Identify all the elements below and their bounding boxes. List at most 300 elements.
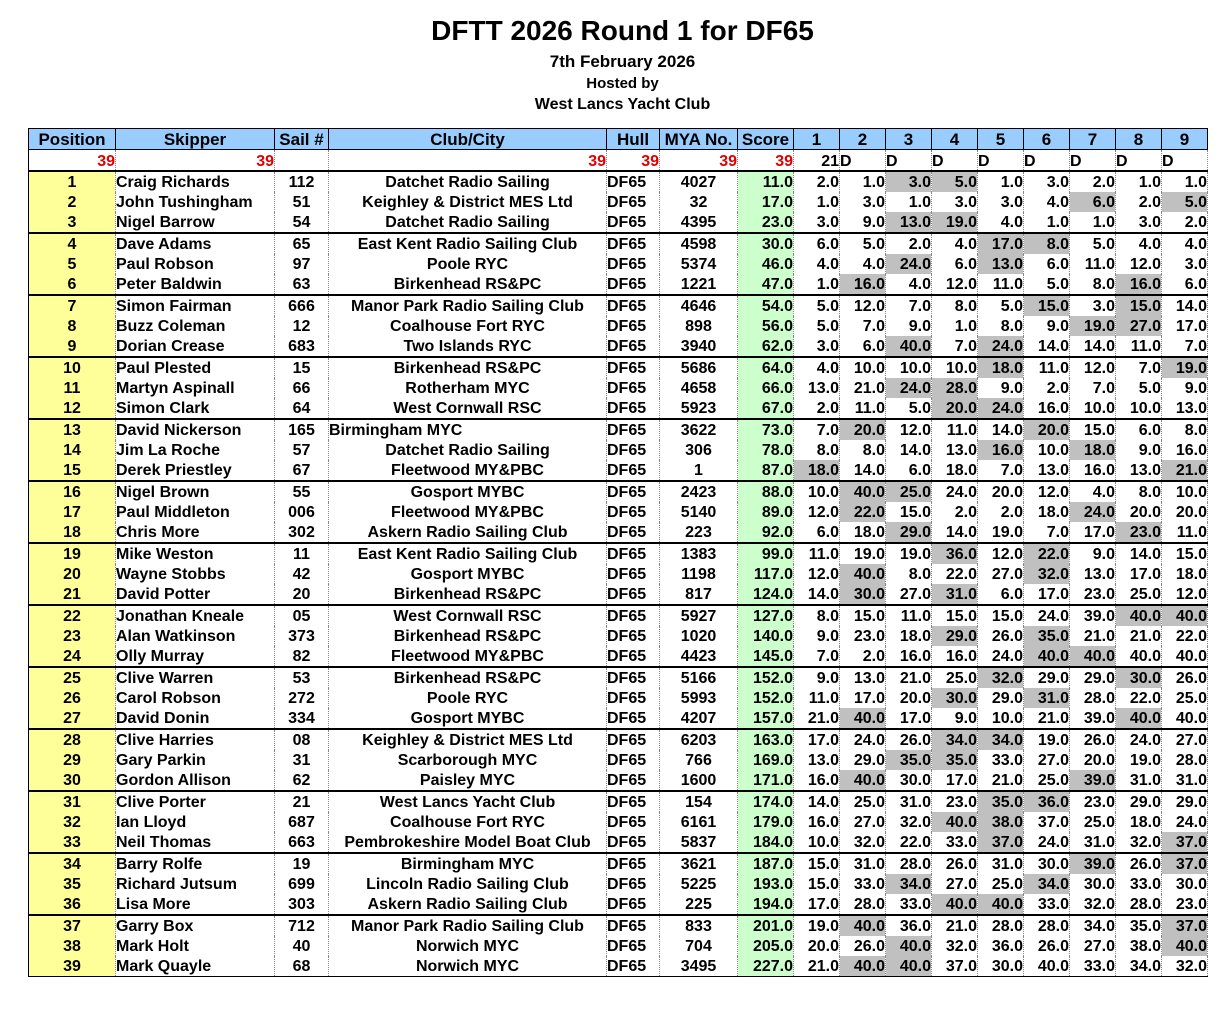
mya-number-cell: 5993 bbox=[660, 688, 738, 708]
skipper-cell: Alan Watkinson bbox=[116, 626, 275, 646]
sail-number-cell: 97 bbox=[275, 254, 329, 274]
race-3-cell: 11.0 bbox=[886, 605, 932, 626]
skipper-cell: Martyn Aspinall bbox=[116, 378, 275, 398]
score-cell: 56.0 bbox=[738, 316, 794, 336]
race-3-cell: 13.0 bbox=[886, 212, 932, 233]
col-mya: MYA No. bbox=[660, 129, 738, 150]
race-5-cell: 5.0 bbox=[978, 295, 1024, 316]
race-7-cell: 25.0 bbox=[1070, 812, 1116, 832]
race-3-cell: 29.0 bbox=[886, 522, 932, 543]
mya-number-cell: 306 bbox=[660, 440, 738, 460]
header-row bbox=[29, 129, 1208, 150]
race-1-cell: 5.0 bbox=[794, 316, 840, 336]
table-row bbox=[29, 646, 1208, 667]
club-cell: Rotherham MYC bbox=[329, 378, 607, 398]
race-3-cell: 10.0 bbox=[886, 357, 932, 378]
skipper-cell: Gary Parkin bbox=[116, 750, 275, 770]
race-8-cell: 3.0 bbox=[1116, 212, 1162, 233]
club-cell: Datchet Radio Sailing bbox=[329, 440, 607, 460]
race-1-cell: 1.0 bbox=[794, 274, 840, 295]
sail-number-cell: 31 bbox=[275, 750, 329, 770]
score-cell: 11.0 bbox=[738, 171, 794, 192]
race-9-cell: 2.0 bbox=[1162, 212, 1208, 233]
score-cell: 194.0 bbox=[738, 894, 794, 915]
club-cell: Birmingham MYC bbox=[329, 853, 607, 874]
race-1-cell: 19.0 bbox=[794, 915, 840, 936]
sail-number-cell: 666 bbox=[275, 295, 329, 316]
table-row bbox=[29, 605, 1208, 626]
mya-number-cell: 1383 bbox=[660, 543, 738, 564]
subheader-row bbox=[29, 150, 1208, 172]
race-4-cell: 26.0 bbox=[932, 853, 978, 874]
race-9-cell: 26.0 bbox=[1162, 667, 1208, 688]
race-6-cell: 16.0 bbox=[1024, 398, 1070, 419]
race-6-cell: 10.0 bbox=[1024, 440, 1070, 460]
race-6-cell: 18.0 bbox=[1024, 502, 1070, 522]
race-2-cell: 4.0 bbox=[840, 254, 886, 274]
race-6-cell: 36.0 bbox=[1024, 791, 1070, 812]
race-3-cell: 40.0 bbox=[886, 336, 932, 357]
table-row bbox=[29, 171, 1208, 192]
race-5-cell: 19.0 bbox=[978, 522, 1024, 543]
sail-number-cell: 42 bbox=[275, 564, 329, 584]
race-4-cell: 33.0 bbox=[932, 832, 978, 853]
race-5-cell: 4.0 bbox=[978, 212, 1024, 233]
score-cell: 127.0 bbox=[738, 605, 794, 626]
race-3-cell: 33.0 bbox=[886, 894, 932, 915]
race-5-cell: 24.0 bbox=[978, 646, 1024, 667]
position-cell: 16 bbox=[29, 481, 116, 502]
score-cell: 152.0 bbox=[738, 688, 794, 708]
sail-number-cell: 53 bbox=[275, 667, 329, 688]
mya-number-cell: 5927 bbox=[660, 605, 738, 626]
race-8-cell: 32.0 bbox=[1116, 832, 1162, 853]
race-7-cell: 18.0 bbox=[1070, 440, 1116, 460]
skipper-cell: Paul Middleton bbox=[116, 502, 275, 522]
hull-cell: DF65 bbox=[607, 398, 660, 419]
mya-number-cell: 5225 bbox=[660, 874, 738, 894]
mya-number-cell: 3495 bbox=[660, 956, 738, 977]
table-row bbox=[29, 791, 1208, 812]
race-2-cell: 5.0 bbox=[840, 233, 886, 254]
sail-number-cell: 82 bbox=[275, 646, 329, 667]
race-9-cell: 21.0 bbox=[1162, 460, 1208, 481]
table-row bbox=[29, 543, 1208, 564]
hull-cell: DF65 bbox=[607, 233, 660, 254]
club-cell: Two Islands RYC bbox=[329, 336, 607, 357]
race-2-cell: 7.0 bbox=[840, 316, 886, 336]
col-score: Score bbox=[738, 129, 794, 150]
race-8-cell: 10.0 bbox=[1116, 398, 1162, 419]
race-8-cell: 21.0 bbox=[1116, 626, 1162, 646]
hull-cell: DF65 bbox=[607, 729, 660, 750]
club-cell: Birkenhead RS&PC bbox=[329, 357, 607, 378]
race-2-cell: 22.0 bbox=[840, 502, 886, 522]
sail-number-cell: 15 bbox=[275, 357, 329, 378]
mya-number-cell: 5837 bbox=[660, 832, 738, 853]
mya-number-cell: 4027 bbox=[660, 171, 738, 192]
race-5-cell: 40.0 bbox=[978, 894, 1024, 915]
race-1-cell: 5.0 bbox=[794, 295, 840, 316]
race-3-cell: 31.0 bbox=[886, 791, 932, 812]
race-8-cell: 4.0 bbox=[1116, 233, 1162, 254]
race-7-cell: 39.0 bbox=[1070, 770, 1116, 791]
race-9-cell: 40.0 bbox=[1162, 708, 1208, 729]
club-cell: Poole RYC bbox=[329, 254, 607, 274]
club-cell: West Cornwall RSC bbox=[329, 398, 607, 419]
race-6-cell: 17.0 bbox=[1024, 584, 1070, 605]
mya-number-cell: 4598 bbox=[660, 233, 738, 254]
table-row bbox=[29, 956, 1208, 977]
mya-number-cell: 1 bbox=[660, 460, 738, 481]
race-2-cell: 33.0 bbox=[840, 874, 886, 894]
race-5-cell: 31.0 bbox=[978, 853, 1024, 874]
race-2-cell: 32.0 bbox=[840, 832, 886, 853]
race-3-cell: 12.0 bbox=[886, 419, 932, 440]
position-cell: 32 bbox=[29, 812, 116, 832]
race-4-cell: 37.0 bbox=[932, 956, 978, 977]
race-1-cell: 2.0 bbox=[794, 171, 840, 192]
table-row bbox=[29, 192, 1208, 212]
position-cell: 19 bbox=[29, 543, 116, 564]
club-cell: Birmingham MYC bbox=[329, 419, 607, 440]
col-race-5: 5 bbox=[978, 129, 1024, 150]
score-cell: 227.0 bbox=[738, 956, 794, 977]
race-2-cell: 10.0 bbox=[840, 357, 886, 378]
race-6-cell: 25.0 bbox=[1024, 770, 1070, 791]
score-cell: 88.0 bbox=[738, 481, 794, 502]
sail-number-cell: 272 bbox=[275, 688, 329, 708]
position-cell: 34 bbox=[29, 853, 116, 874]
race-3-cell: 34.0 bbox=[886, 874, 932, 894]
score-cell: 179.0 bbox=[738, 812, 794, 832]
club-cell: Gosport MYBC bbox=[329, 708, 607, 729]
sail-number-cell: 54 bbox=[275, 212, 329, 233]
position-cell: 1 bbox=[29, 171, 116, 192]
race-2-cell: 12.0 bbox=[840, 295, 886, 316]
race-5-cell: 2.0 bbox=[978, 502, 1024, 522]
race-1-cell: 11.0 bbox=[794, 688, 840, 708]
skipper-cell: Paul Robson bbox=[116, 254, 275, 274]
race-2-cell: 8.0 bbox=[840, 440, 886, 460]
mya-number-cell: 6203 bbox=[660, 729, 738, 750]
race-4-cell: 32.0 bbox=[932, 936, 978, 956]
race-7-cell: 2.0 bbox=[1070, 171, 1116, 192]
race-6-cell: 30.0 bbox=[1024, 853, 1070, 874]
sail-number-cell: 51 bbox=[275, 192, 329, 212]
race-9-cell: 37.0 bbox=[1162, 853, 1208, 874]
table-row bbox=[29, 626, 1208, 646]
hull-cell: DF65 bbox=[607, 584, 660, 605]
race-9-cell: 24.0 bbox=[1162, 812, 1208, 832]
race-1-cell: 12.0 bbox=[794, 502, 840, 522]
hull-cell: DF65 bbox=[607, 626, 660, 646]
race-8-cell: 13.0 bbox=[1116, 460, 1162, 481]
entry-count: 39 bbox=[660, 150, 738, 172]
col-race-1: 1 bbox=[794, 129, 840, 150]
sail-number-cell: 12 bbox=[275, 316, 329, 336]
race-7-cell: 30.0 bbox=[1070, 874, 1116, 894]
sail-number-cell: 20 bbox=[275, 584, 329, 605]
race-5-cell: 16.0 bbox=[978, 440, 1024, 460]
race-8-cell: 2.0 bbox=[1116, 192, 1162, 212]
position-cell: 30 bbox=[29, 770, 116, 791]
position-cell: 14 bbox=[29, 440, 116, 460]
race-4-cell: 13.0 bbox=[932, 440, 978, 460]
score-cell: 66.0 bbox=[738, 378, 794, 398]
position-cell: 27 bbox=[29, 708, 116, 729]
race-3-cell: 5.0 bbox=[886, 398, 932, 419]
race-9-cell: 37.0 bbox=[1162, 832, 1208, 853]
race-2-cell: 40.0 bbox=[840, 481, 886, 502]
sail-number-cell: 19 bbox=[275, 853, 329, 874]
table-row bbox=[29, 853, 1208, 874]
race-8-cell: 7.0 bbox=[1116, 357, 1162, 378]
col-hull: Hull bbox=[607, 129, 660, 150]
race-4-cell: 31.0 bbox=[932, 584, 978, 605]
score-cell: 171.0 bbox=[738, 770, 794, 791]
sail-number-cell: 334 bbox=[275, 708, 329, 729]
position-cell: 13 bbox=[29, 419, 116, 440]
race-2-cell: 40.0 bbox=[840, 708, 886, 729]
club-cell: Norwich MYC bbox=[329, 956, 607, 977]
skipper-cell: Barry Rolfe bbox=[116, 853, 275, 874]
race-3-cell: 25.0 bbox=[886, 481, 932, 502]
race-5-cell: 14.0 bbox=[978, 419, 1024, 440]
race-3-cell: 30.0 bbox=[886, 770, 932, 791]
race-6-cell: 24.0 bbox=[1024, 832, 1070, 853]
race-7-cell: 26.0 bbox=[1070, 729, 1116, 750]
race-2-cell: 2.0 bbox=[840, 646, 886, 667]
race-4-cell: 30.0 bbox=[932, 688, 978, 708]
race-5-cell: 37.0 bbox=[978, 832, 1024, 853]
mya-number-cell: 32 bbox=[660, 192, 738, 212]
race-2-cell: 15.0 bbox=[840, 605, 886, 626]
hull-cell: DF65 bbox=[607, 915, 660, 936]
race-5-cell: 35.0 bbox=[978, 791, 1024, 812]
score-cell: 23.0 bbox=[738, 212, 794, 233]
race-5-cell: 25.0 bbox=[978, 874, 1024, 894]
position-cell: 9 bbox=[29, 336, 116, 357]
race-4-cell: 29.0 bbox=[932, 626, 978, 646]
race-4-cell: 1.0 bbox=[932, 316, 978, 336]
position-cell: 6 bbox=[29, 274, 116, 295]
skipper-cell: Clive Porter bbox=[116, 791, 275, 812]
race-7-cell: 29.0 bbox=[1070, 667, 1116, 688]
sail-number-cell: 006 bbox=[275, 502, 329, 522]
race-2-cell: 11.0 bbox=[840, 398, 886, 419]
race-7-cell: 6.0 bbox=[1070, 192, 1116, 212]
race-9-cell: 23.0 bbox=[1162, 894, 1208, 915]
race-1-cell: 21.0 bbox=[794, 708, 840, 729]
table-row bbox=[29, 378, 1208, 398]
race-8-cell: 35.0 bbox=[1116, 915, 1162, 936]
race-3-cell: 22.0 bbox=[886, 832, 932, 853]
race-4-cell: 34.0 bbox=[932, 729, 978, 750]
hull-cell: DF65 bbox=[607, 564, 660, 584]
race-3-cell: 27.0 bbox=[886, 584, 932, 605]
race-3-cell: 15.0 bbox=[886, 502, 932, 522]
race-7-cell: 19.0 bbox=[1070, 316, 1116, 336]
mya-number-cell: 4423 bbox=[660, 646, 738, 667]
race-8-cell: 12.0 bbox=[1116, 254, 1162, 274]
race-3-cell: 24.0 bbox=[886, 378, 932, 398]
race-1-cell: 14.0 bbox=[794, 584, 840, 605]
sail-number-cell: 21 bbox=[275, 791, 329, 812]
race-9-cell: 40.0 bbox=[1162, 646, 1208, 667]
race-1-cell: 12.0 bbox=[794, 564, 840, 584]
race-3-cell: 40.0 bbox=[886, 936, 932, 956]
mya-number-cell: 817 bbox=[660, 584, 738, 605]
host-club: West Lancs Yacht Club bbox=[534, 96, 711, 113]
race-2-cell: 27.0 bbox=[840, 812, 886, 832]
race-2-cell: 40.0 bbox=[840, 956, 886, 977]
entry-count: 39 bbox=[738, 150, 794, 172]
position-cell: 35 bbox=[29, 874, 116, 894]
race-8-cell: 30.0 bbox=[1116, 667, 1162, 688]
race-6-cell: 9.0 bbox=[1024, 316, 1070, 336]
race-3-cell: 32.0 bbox=[886, 812, 932, 832]
club-cell: Coalhouse Fort RYC bbox=[329, 316, 607, 336]
race-1-cell: 15.0 bbox=[794, 874, 840, 894]
race-5-cell: 21.0 bbox=[978, 770, 1024, 791]
mya-number-cell: 704 bbox=[660, 936, 738, 956]
table-row bbox=[29, 254, 1208, 274]
race-3-cell: 4.0 bbox=[886, 274, 932, 295]
race-8-cell: 26.0 bbox=[1116, 853, 1162, 874]
sail-number-cell: 373 bbox=[275, 626, 329, 646]
table-row bbox=[29, 357, 1208, 378]
club-cell: Gosport MYBC bbox=[329, 481, 607, 502]
skipper-cell: Mike Weston bbox=[116, 543, 275, 564]
sail-number-cell: 712 bbox=[275, 915, 329, 936]
mya-number-cell: 5374 bbox=[660, 254, 738, 274]
table-row bbox=[29, 502, 1208, 522]
table-row bbox=[29, 812, 1208, 832]
skipper-cell: Richard Jutsum bbox=[116, 874, 275, 894]
table-row bbox=[29, 729, 1208, 750]
sail-number-cell: 65 bbox=[275, 233, 329, 254]
race-1-cell: 21.0 bbox=[794, 956, 840, 977]
score-cell: 174.0 bbox=[738, 791, 794, 812]
col-race-8: 8 bbox=[1116, 129, 1162, 150]
sail-number-cell: 66 bbox=[275, 378, 329, 398]
race-8-cell: 38.0 bbox=[1116, 936, 1162, 956]
race-6-cell: 22.0 bbox=[1024, 543, 1070, 564]
race-1-cell: 7.0 bbox=[794, 646, 840, 667]
score-cell: 152.0 bbox=[738, 667, 794, 688]
results-table bbox=[28, 128, 1208, 977]
race-1-cell: 6.0 bbox=[794, 522, 840, 543]
race-1-cell: 9.0 bbox=[794, 626, 840, 646]
race-8-cell: 24.0 bbox=[1116, 729, 1162, 750]
position-cell: 7 bbox=[29, 295, 116, 316]
race-9-cell: 8.0 bbox=[1162, 419, 1208, 440]
race-5-cell: 12.0 bbox=[978, 543, 1024, 564]
score-cell: 67.0 bbox=[738, 398, 794, 419]
sail-number-cell: 68 bbox=[275, 956, 329, 977]
sail-number-cell: 05 bbox=[275, 605, 329, 626]
hull-cell: DF65 bbox=[607, 336, 660, 357]
race-9-cell: 27.0 bbox=[1162, 729, 1208, 750]
mya-number-cell: 3940 bbox=[660, 336, 738, 357]
race-3-cell: 7.0 bbox=[886, 295, 932, 316]
mya-number-cell: 2423 bbox=[660, 481, 738, 502]
entry-count: 39 bbox=[29, 150, 116, 172]
discard-marker: D bbox=[1162, 150, 1208, 172]
sail-number-cell: 64 bbox=[275, 398, 329, 419]
race-9-cell: 12.0 bbox=[1162, 584, 1208, 605]
mya-number-cell: 5166 bbox=[660, 667, 738, 688]
race-8-cell: 29.0 bbox=[1116, 791, 1162, 812]
race-4-cell: 35.0 bbox=[932, 750, 978, 770]
position-cell: 15 bbox=[29, 460, 116, 481]
race-7-cell: 7.0 bbox=[1070, 378, 1116, 398]
race-1-cell: 10.0 bbox=[794, 832, 840, 853]
skipper-cell: Dorian Crease bbox=[116, 336, 275, 357]
hull-cell: DF65 bbox=[607, 543, 660, 564]
score-cell: 99.0 bbox=[738, 543, 794, 564]
race-4-cell: 25.0 bbox=[932, 667, 978, 688]
race-1-cell: 13.0 bbox=[794, 378, 840, 398]
hull-cell: DF65 bbox=[607, 522, 660, 543]
position-cell: 21 bbox=[29, 584, 116, 605]
race-6-cell: 1.0 bbox=[1024, 212, 1070, 233]
col-race-3: 3 bbox=[886, 129, 932, 150]
race-9-cell: 14.0 bbox=[1162, 295, 1208, 316]
race-2-cell: 21.0 bbox=[840, 378, 886, 398]
score-cell: 87.0 bbox=[738, 460, 794, 481]
club-cell: Fleetwood MY&PBC bbox=[329, 646, 607, 667]
skipper-cell: Neil Thomas bbox=[116, 832, 275, 853]
race-8-cell: 31.0 bbox=[1116, 770, 1162, 791]
sail-number-cell: 112 bbox=[275, 171, 329, 192]
hull-cell: DF65 bbox=[607, 708, 660, 729]
race-4-cell: 20.0 bbox=[932, 398, 978, 419]
race-5-cell: 32.0 bbox=[978, 667, 1024, 688]
race-3-cell: 8.0 bbox=[886, 564, 932, 584]
position-cell: 39 bbox=[29, 956, 116, 977]
skipper-cell: Ian Lloyd bbox=[116, 812, 275, 832]
skipper-cell: Clive Warren bbox=[116, 667, 275, 688]
race-8-cell: 22.0 bbox=[1116, 688, 1162, 708]
club-cell: Norwich MYC bbox=[329, 936, 607, 956]
race-5-cell: 33.0 bbox=[978, 750, 1024, 770]
race-7-cell: 31.0 bbox=[1070, 832, 1116, 853]
race-7-cell: 34.0 bbox=[1070, 915, 1116, 936]
table-row bbox=[29, 750, 1208, 770]
club-cell: Pembrokeshire Model Boat Club bbox=[329, 832, 607, 853]
race-3-cell: 24.0 bbox=[886, 254, 932, 274]
race-6-cell: 3.0 bbox=[1024, 171, 1070, 192]
club-cell: Askern Radio Sailing Club bbox=[329, 894, 607, 915]
race-6-cell: 26.0 bbox=[1024, 936, 1070, 956]
race-6-cell: 15.0 bbox=[1024, 295, 1070, 316]
skipper-cell: Mark Quayle bbox=[116, 956, 275, 977]
race-2-cell: 24.0 bbox=[840, 729, 886, 750]
race-9-cell: 18.0 bbox=[1162, 564, 1208, 584]
club-cell: West Cornwall RSC bbox=[329, 605, 607, 626]
race-2-cell: 29.0 bbox=[840, 750, 886, 770]
mya-number-cell: 1600 bbox=[660, 770, 738, 791]
skipper-cell: Olly Murray bbox=[116, 646, 275, 667]
race-6-cell: 28.0 bbox=[1024, 915, 1070, 936]
hull-cell: DF65 bbox=[607, 419, 660, 440]
race-9-cell: 4.0 bbox=[1162, 233, 1208, 254]
race-6-cell: 40.0 bbox=[1024, 646, 1070, 667]
table-row bbox=[29, 460, 1208, 481]
table-row bbox=[29, 832, 1208, 853]
